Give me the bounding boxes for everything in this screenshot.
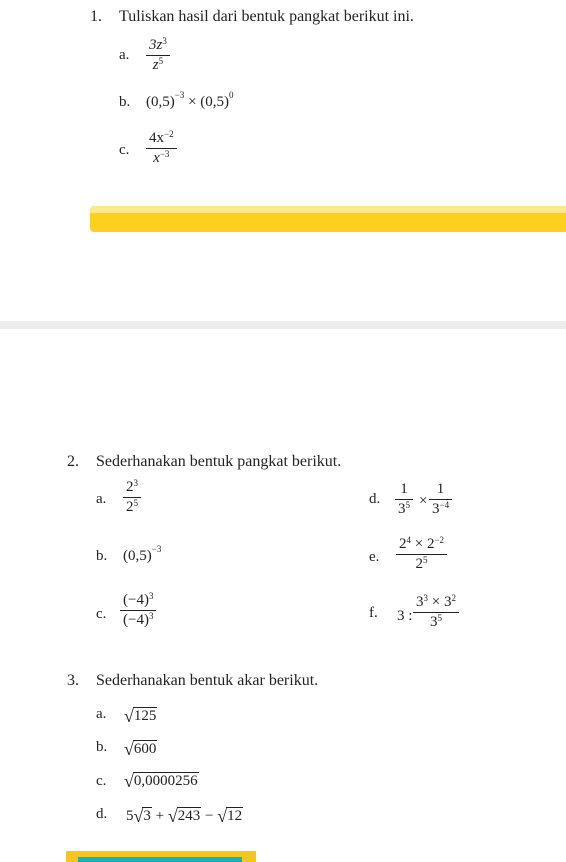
question-3-number: 3. — [67, 672, 79, 689]
q2-d-fraction-1: 1 $3^5$ — [395, 481, 413, 518]
q2-a-label: a. — [96, 491, 107, 507]
q2-c-label: c. — [96, 606, 107, 622]
q2-b-expression: $(0,5)^{-3}$ — [123, 544, 162, 564]
question-3-text: Sederhanakan bentuk akar berikut. — [96, 672, 319, 689]
q2-e-fraction: $2^4 \times 2^{-2}$ $2^5$ — [396, 536, 447, 573]
q1-c-label: c. — [119, 142, 130, 158]
q2-f-lead: 3 : — [397, 608, 413, 624]
q2-f-label: f. — [369, 605, 378, 621]
q2-b-label: b. — [96, 548, 108, 564]
q3-c-label: c. — [96, 773, 107, 789]
yellow-divider-band — [90, 206, 566, 232]
q3-d-expression: 5√3 + √243 − √12 — [126, 806, 243, 826]
q2-a-fraction: $2^3$ $2^5$ — [123, 479, 141, 516]
question-1-number: 1. — [90, 8, 102, 25]
q2-c-fraction: $(-4)^3$ $(-4)^3$ — [120, 592, 156, 629]
q3-b-radical: √600 — [124, 739, 157, 759]
question-2-text: Sederhanakan bentuk pangkat berikut. — [96, 453, 342, 470]
q1-b-label: b. — [119, 94, 131, 110]
q3-a-radical: √125 — [124, 706, 157, 726]
bottom-decoration-teal — [78, 857, 242, 862]
gray-separator — [0, 321, 566, 329]
bottom-decoration-bar — [66, 851, 256, 862]
q2-d-label: d. — [369, 491, 381, 507]
q3-a-label: a. — [96, 706, 107, 722]
q2-d-fraction-2: 1 $3^{-4}$ — [429, 481, 452, 518]
q2-e-label: e. — [369, 549, 380, 565]
q3-c-radical: √0,0000256 — [124, 771, 198, 791]
q1-a-fraction: $3z^3$ $z^5$ — [146, 37, 170, 74]
q1-a-label: a. — [119, 47, 130, 63]
q3-d-label: d. — [96, 806, 108, 822]
question-2-number: 2. — [67, 453, 79, 470]
q1-b-expression: $(0,5)^{-3} \times (0,5)^0$ — [146, 90, 234, 110]
q1-c-fraction: $4x^{-2}$ $x^{-3}$ — [146, 130, 177, 167]
question-1-text: Tuliskan hasil dari bentuk pangkat berikut ini. — [119, 8, 414, 25]
q2-f-fraction: $3^3 \times 3^2$ $3^5$ — [413, 594, 459, 631]
q3-b-label: b. — [96, 739, 108, 755]
q2-d-operator: × — [419, 493, 428, 509]
